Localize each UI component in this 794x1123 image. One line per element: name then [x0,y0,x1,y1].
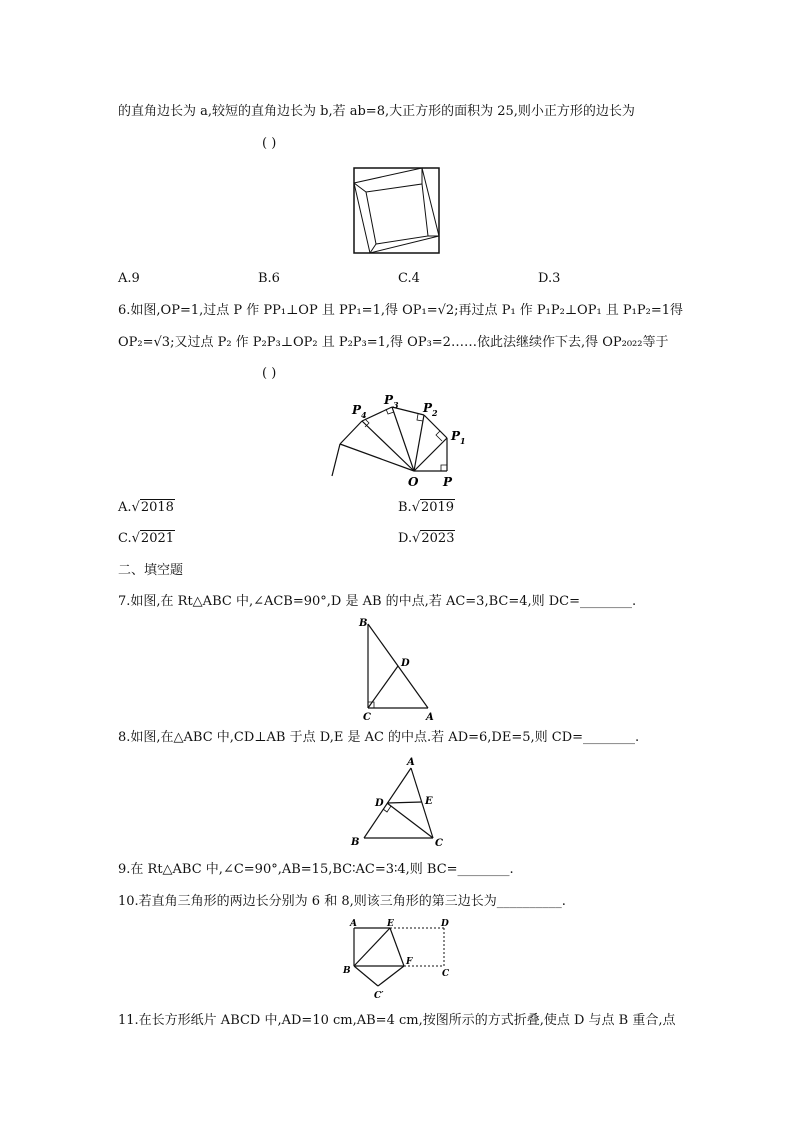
q6-option-b[interactable]: B.√2019 [398,500,455,515]
q6-option-a[interactable]: A.√2018 [118,500,174,515]
q5-figure [352,166,442,256]
q6-stem-line2: OP₂=√3;又过点 P₂ 作 P₂P₃⊥OP₂ 且 P₂P₃=1,得 OP₃=2……依此法继续作下去,得 OP₂₀₂₂等于 [118,335,669,350]
q11-figure [340,918,460,1002]
label-p3: P [384,393,394,407]
label-p4: P [352,403,362,417]
section-title: 二、填空题 [118,563,184,578]
q11-label-b: B [343,966,351,976]
q6-stem-line1: 6.如图,OP=1,过点 P 作 PP₁⊥OP 且 PP₁=1,得 OP₁=√2;再过点 P₁ 作 P₁P₂⊥OP₁ 且 P₁P₂=1得 [118,303,684,318]
q6-option-c[interactable]: C.√2021 [118,531,175,546]
q7-label-d: D [401,658,410,669]
q9-stem: 9.在 Rt△ABC 中,∠C=90°,AB=15,BC∶AC=3∶4,则 BC=________. [118,862,514,877]
q11-label-f: F [406,957,413,967]
q7-label-c: C [363,712,371,722]
q11-stem: 11.在长方形纸片 ABCD 中,AD=10 cm,AB=4 cm,按图所示的方式折叠,使点 D 与点 B 重合,点 [118,1013,676,1028]
q7-label-b: B [359,618,368,629]
q8-label-e: E [425,796,433,807]
q8-label-a: A [407,757,415,768]
inner-square [366,184,428,244]
label-p1: P [451,429,461,443]
q5-option-d[interactable]: D.3 [538,271,561,286]
q6-option-d[interactable]: D.√2023 [398,531,455,546]
label-p2: P [423,401,433,415]
label-p4-sub: 4 [361,410,367,420]
q5-option-b[interactable]: B.6 [258,271,280,286]
label-p3-sub: 3 [393,400,399,410]
q7-label-a: A [426,712,434,722]
q6-figure [322,392,472,492]
q8-label-c: C [435,838,443,849]
label-p1-sub: 1 [460,436,466,446]
q5-stem: 的直角边长为 a,较短的直角边长为 b,若 ab=8,大正方形的面积为 25,则小正方形的边长为 [118,104,635,119]
q10-stem: 10.若直角三角形的两边长分别为 6 和 8,则该三角形的第三边长为__________. [118,894,566,909]
q5-option-c[interactable]: C.4 [398,271,420,286]
q11-label-d: D [441,919,449,929]
q8-figure [345,756,455,850]
q11-label-c: C [442,969,450,979]
label-p: P [443,475,453,489]
label-p2-sub: 2 [432,408,438,418]
q8-stem: 8.如图,在△ABC 中,CD⊥AB 于点 D,E 是 AC 的中点.若 AD=6,DE=5,则 CD=________. [118,730,640,745]
q5-option-a[interactable]: A.9 [118,271,140,286]
q8-label-b: B [351,837,360,848]
q11-label-e: E [387,919,394,929]
q8-label-d: D [375,798,384,809]
q7-stem: 7.如图,在 Rt△ABC 中,∠ACB=90°,D 是 AB 的中点,若 AC=3,BC=4,则 DC=________. [118,594,637,609]
q11-label-c-prime: C′ [374,991,384,1001]
tilted-square [354,168,439,253]
q5-answer-bracket: ( ) [262,136,277,151]
q11-label-a: A [350,919,357,929]
q7-figure [355,614,445,722]
q6-answer-bracket: ( ) [262,366,277,381]
label-o: O [408,475,419,489]
